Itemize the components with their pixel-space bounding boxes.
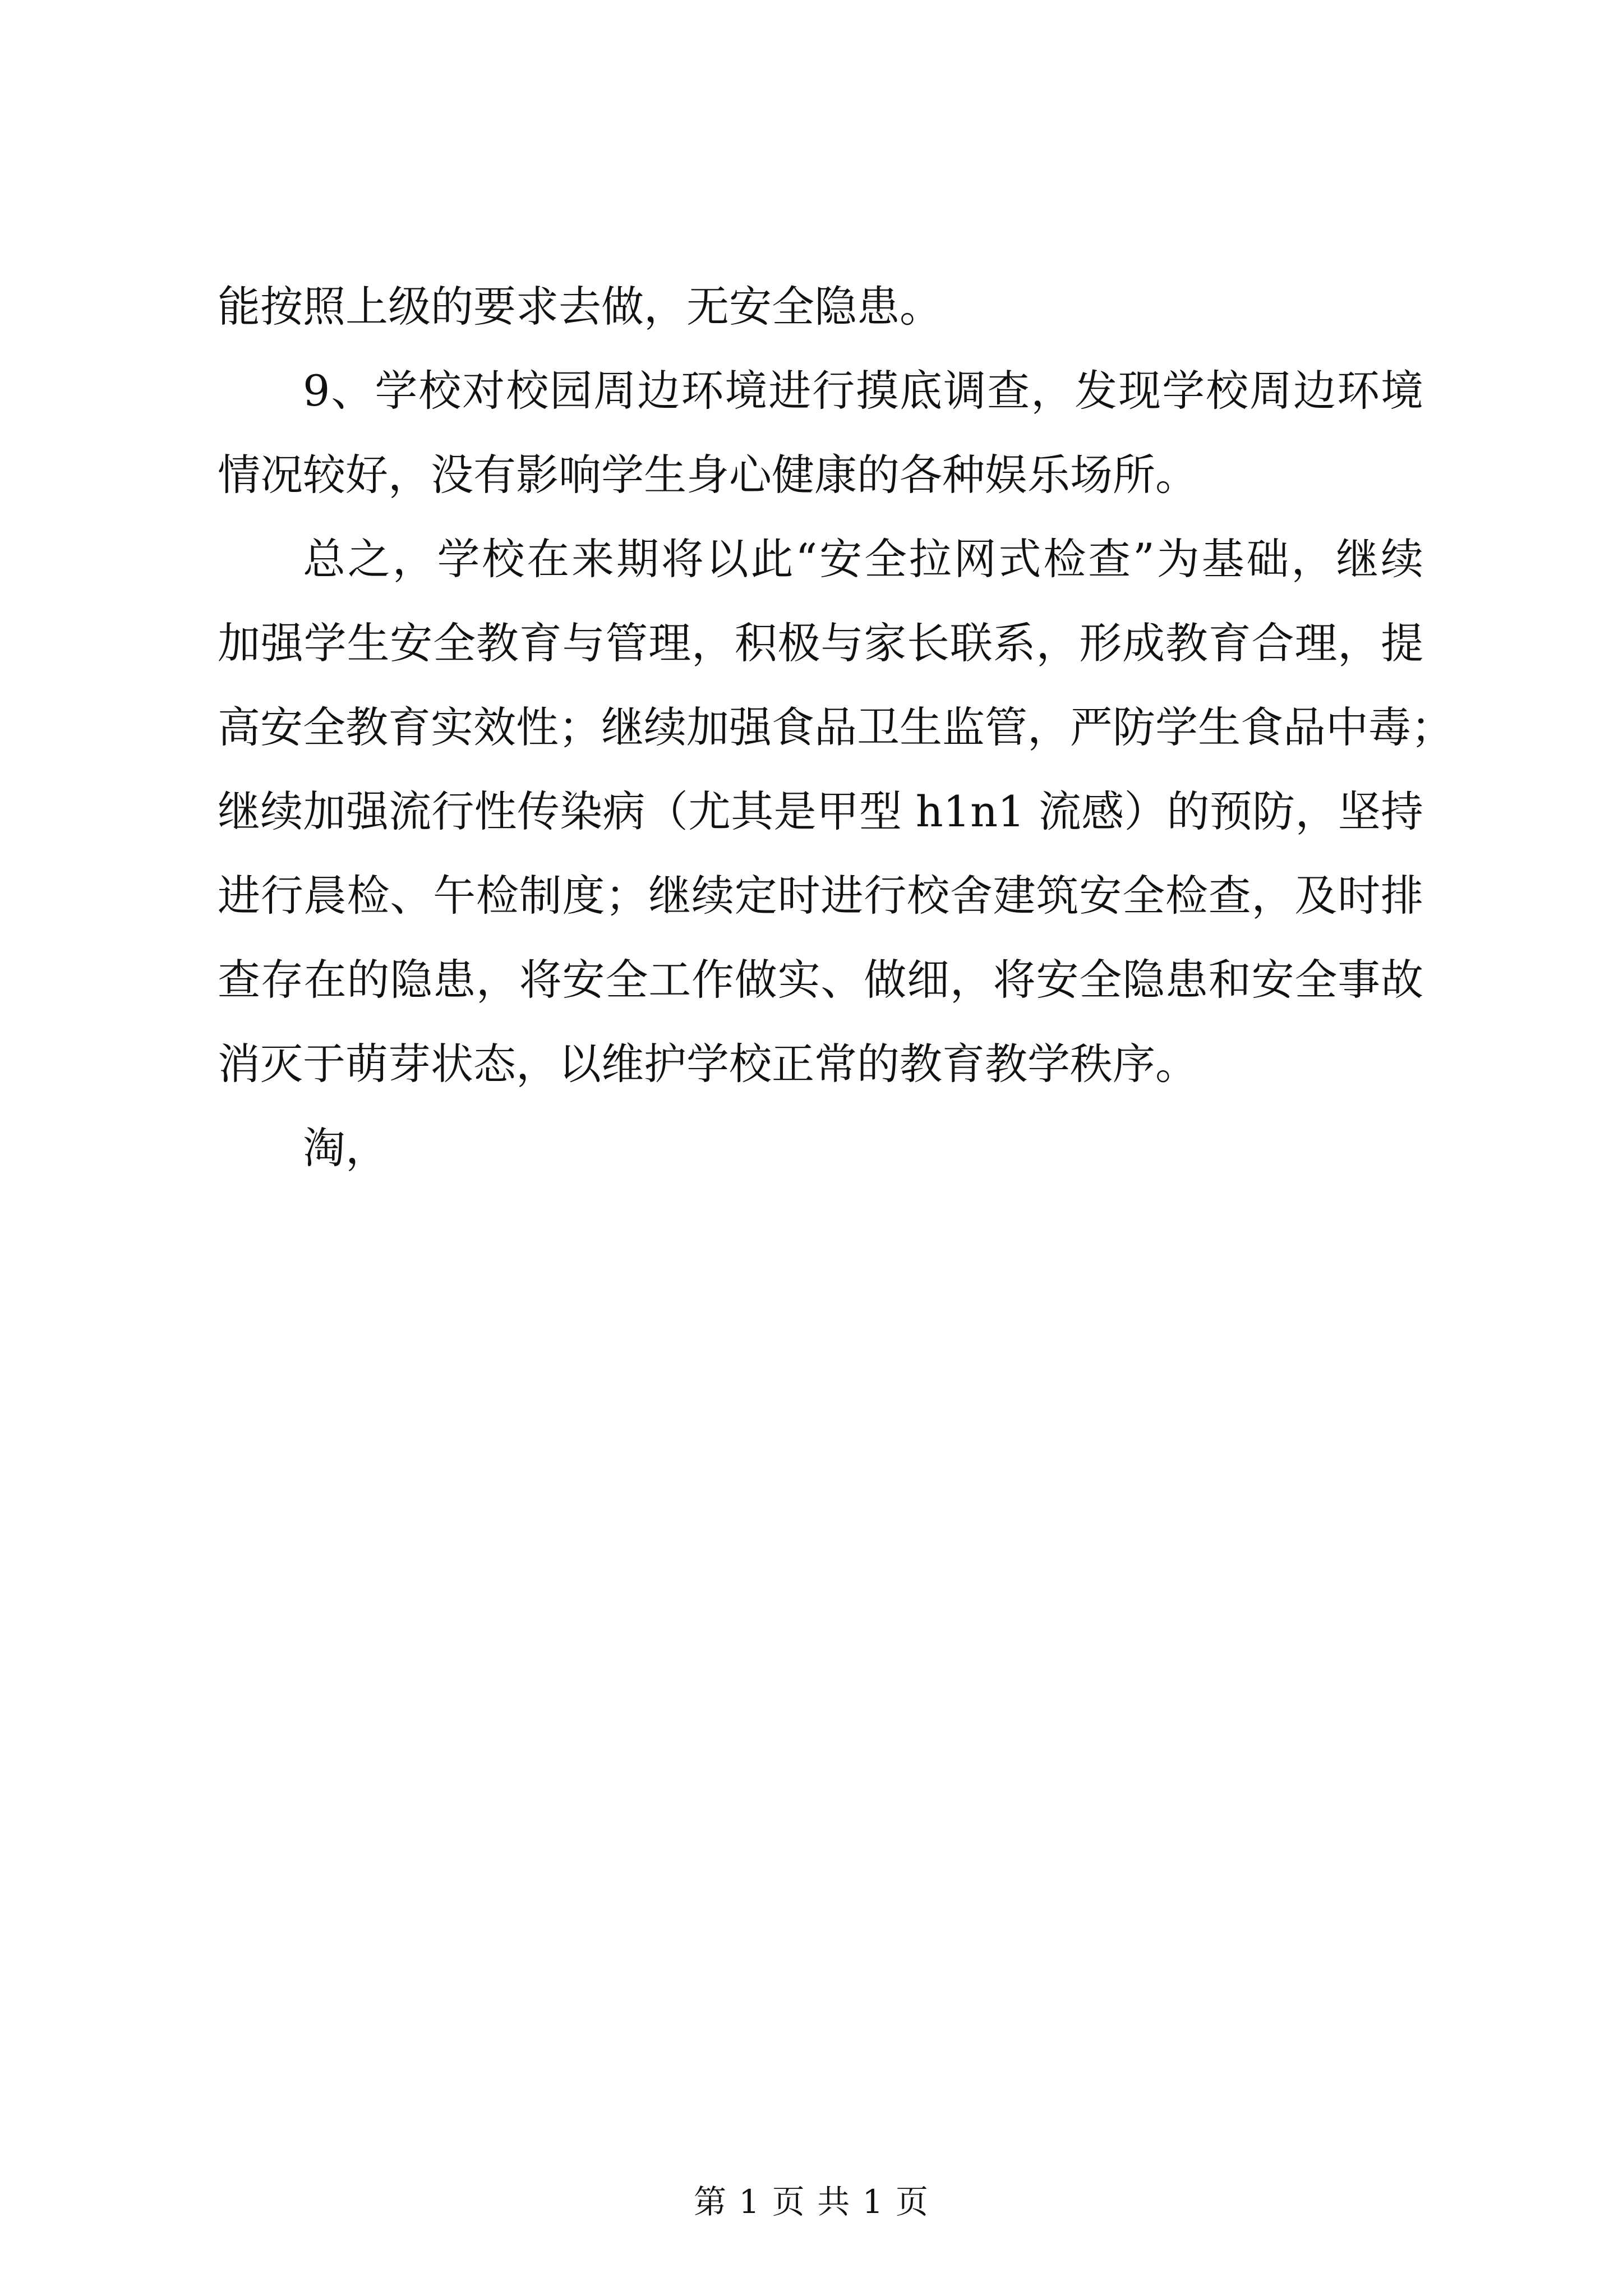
text-line: 情况较好，没有影响学生身心健康的各种娱乐场所。 xyxy=(218,450,1198,500)
text-line: 查存在的隐患，将安全工作做实、做细，将安全隐患和安全事故 xyxy=(218,955,1423,1005)
paragraph-summary xyxy=(218,517,1454,1106)
text-line: 高安全教育实效性；继续加强食品卫生监管，严防学生食品中毒； xyxy=(218,702,1454,752)
text-line: 消灭于萌芽状态，以维护学校正常的教育教学秩序。 xyxy=(218,1039,1198,1089)
text-line: 9、学校对校园周边环境进行摸底调查，发现学校周边环境 xyxy=(303,366,1423,416)
page-footer: 第 1 页 共 1 页 xyxy=(694,2183,929,2221)
text-line: 进行晨检、午检制度；继续定时进行校舍建筑安全检查，及时排 xyxy=(218,871,1423,921)
text-line: 加强学生安全教育与管理，积极与家长联系，形成教育合理，提 xyxy=(218,618,1423,668)
paragraph-item-9 xyxy=(218,349,1423,517)
document-body xyxy=(218,265,1454,1190)
text-line: 能按照上级的要求去做，无安全隐患。 xyxy=(218,282,942,332)
text-line: 继续加强流行性传染病（尤其是甲型 h1n1 流感）的预防，坚持 xyxy=(218,786,1423,836)
text-line: 总之，学校在来期将以此“安全拉网式检查”为基础，继续 xyxy=(303,534,1423,584)
paragraph-fragment xyxy=(218,1106,1423,1190)
text-line: 淘， xyxy=(303,1123,388,1173)
paragraph-continuation xyxy=(218,265,1423,349)
